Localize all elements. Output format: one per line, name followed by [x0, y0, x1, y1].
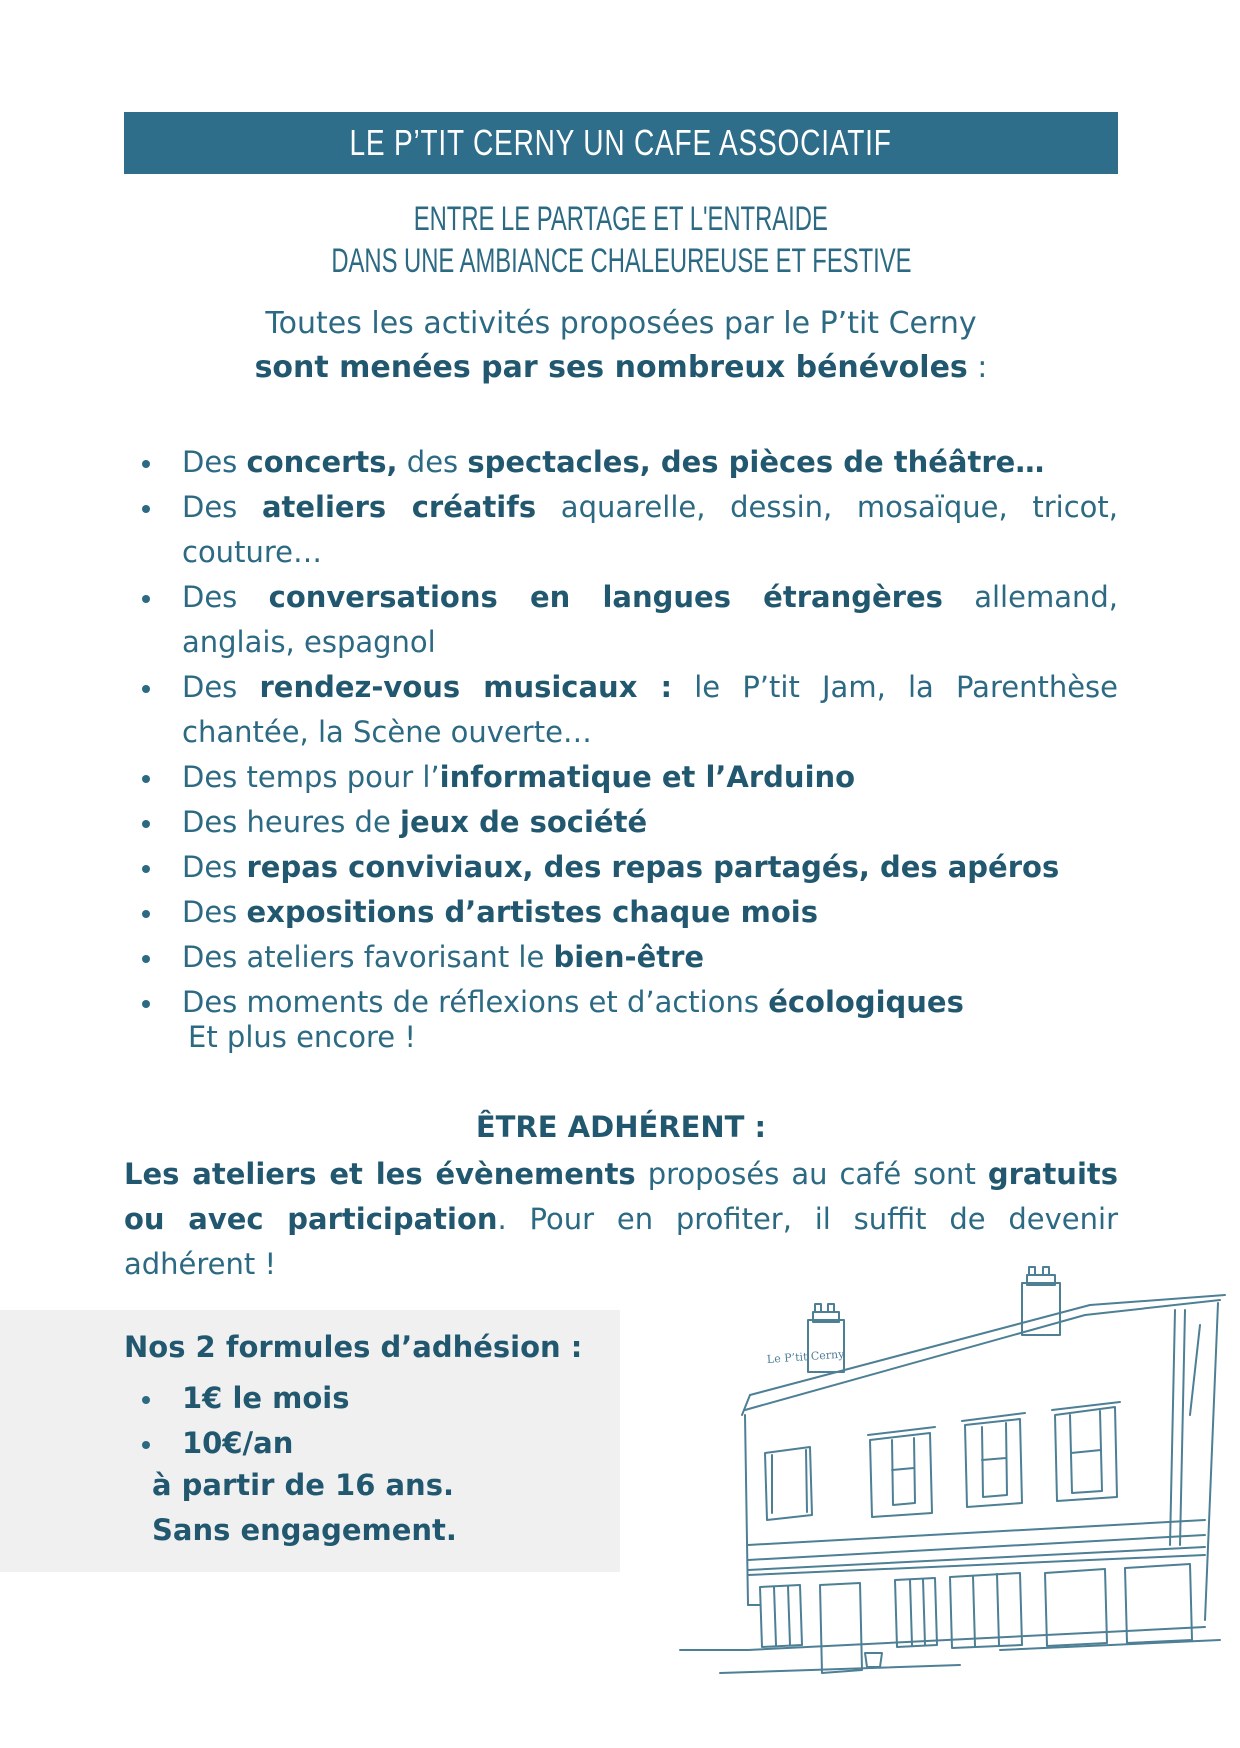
subtitle-line-1: ENTRE LE PARTAGE ET L'ENTRAIDE [413, 200, 829, 238]
list-item: 1€ le mois [124, 1376, 350, 1421]
subtitle-line-2: DANS UNE AMBIANCE CHALEUREUSE ET FESTIVE [330, 242, 912, 280]
list-item: Des rendez-vous musicaux : le P’tit Jam, la Parenthèse chantée, la Scène ouverte… [124, 665, 1118, 755]
cafe-building-drawing [660, 1255, 1240, 1675]
list-item: Des heures de jeux de société [124, 800, 1118, 845]
formula-list [124, 1376, 350, 1466]
list-item: Des ateliers favorisant le bien-être [124, 935, 1118, 980]
list-item: Des temps pour l’informatique et l’Arduino [124, 755, 1118, 800]
more-text: Et plus encore ! [188, 1020, 416, 1054]
page-title: LE P’TIT CERNY UN CAFE ASSOCIATIF [349, 122, 893, 163]
list-item: Des conversations en langues étrangères allemand, anglais, espagnol [124, 575, 1118, 665]
intro-line-1: Toutes les activités proposées par le P’tit Cerny [265, 306, 977, 341]
cafe-sign-text: Le P’tit Cerny [766, 1347, 845, 1367]
title-banner [124, 112, 1118, 174]
formula-note-commitment: Sans engagement. [152, 1513, 457, 1547]
list-item: Des expositions d’artistes chaque mois [124, 890, 1118, 935]
intro-line-2: sont menées par ses nombreux bénévoles : [254, 350, 988, 385]
list-item: Des repas conviviaux, des repas partagés, des apéros [124, 845, 1118, 890]
formula-heading: Nos 2 formules d’adhésion : [124, 1330, 583, 1364]
formula-note-age: à partir de 16 ans. [152, 1468, 454, 1502]
list-item: Des concerts, des spectacles, des pièces de théâtre… [124, 440, 1118, 485]
membership-heading: ÊTRE ADHÉRENT : [475, 1110, 767, 1144]
activity-list [124, 440, 1118, 1025]
list-item: Des moments de réflexions et d’actions écologiques [124, 980, 1118, 1025]
list-item: Des ateliers créatifs aquarelle, dessin, mosaïque, tricot, couture… [124, 485, 1118, 575]
list-item: 10€/an [124, 1421, 350, 1466]
membership-text: Les ateliers et les évènements proposés au café sont gratuits ou avec participation. Pour en profiter, il suffit de devenir adhérent ! [124, 1157, 1119, 1281]
